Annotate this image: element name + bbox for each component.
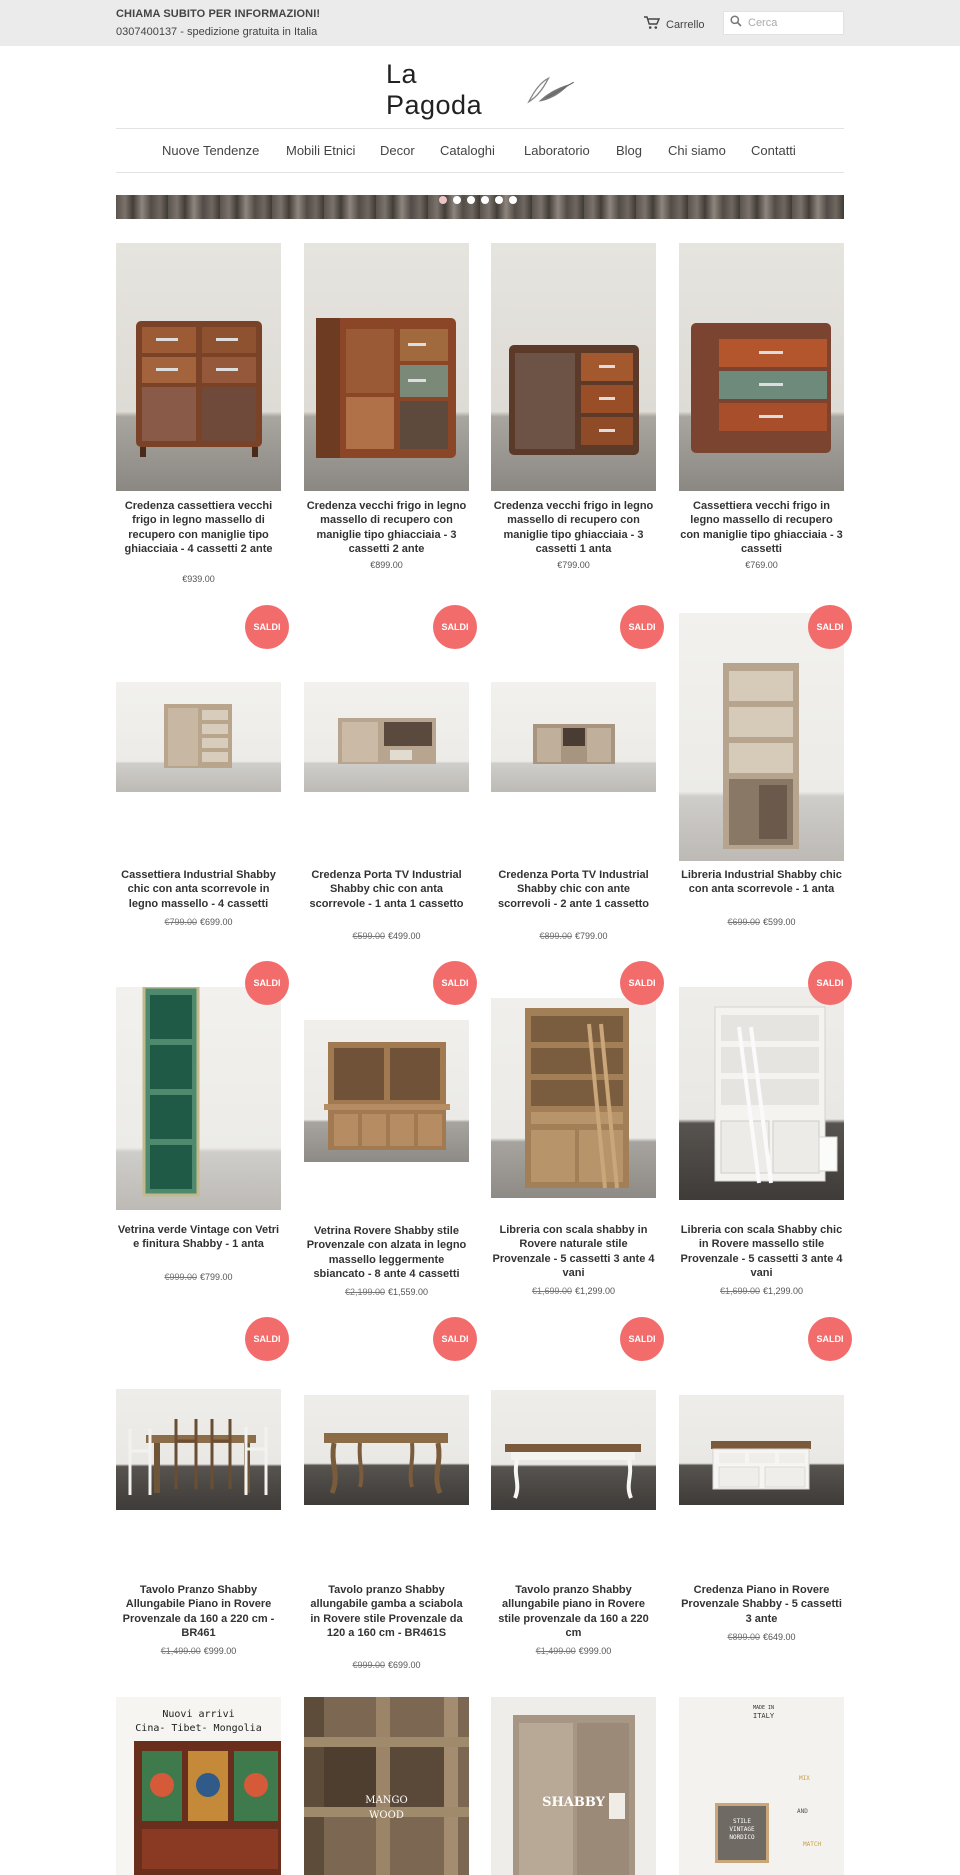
product-image[interactable] [116, 1389, 281, 1510]
product-card[interactable] [491, 243, 656, 573]
product-title[interactable]: Credenza vecchi frigo in legno massello di recupero con maniglie tipo ghiacciaia - 3 cassetti 2 ante [306, 500, 467, 555]
top-bar [0, 0, 960, 46]
call-info-heading: CHIAMA SUBITO PER INFORMAZIONI! [116, 8, 321, 20]
product-card[interactable] [116, 682, 281, 932]
sale-badge: SALDI [808, 961, 852, 1005]
hero-slider[interactable] [116, 195, 844, 219]
slider-dot-2[interactable] [453, 196, 461, 204]
product-price [491, 1286, 656, 1296]
search-icon [730, 14, 742, 32]
nav-item-laboratorio[interactable]: Laboratorio [524, 143, 590, 158]
product-price [679, 560, 844, 570]
letterboard-sign [715, 1803, 769, 1863]
product-title[interactable]: Credenza cassettiera vecchi frigo in legno massello di recupero con maniglie tipo ghiacciaia - 4 cassetti 2 ante [124, 500, 273, 555]
product-price [304, 1287, 469, 1297]
search-box[interactable] [723, 11, 844, 35]
product-title[interactable]: Credenza Porta TV Industrial Shabby chic con ante scorrevoli - 2 ante 1 cassetto [497, 869, 649, 910]
product-price [304, 1660, 469, 1670]
sale-price: €1,299.00 [575, 1286, 616, 1296]
sale-badge: SALDI [245, 605, 289, 649]
product-image[interactable] [491, 1390, 656, 1510]
original-price: €799.00 [164, 917, 197, 927]
sale-price: €799.00 [557, 560, 590, 570]
cart-icon [644, 16, 660, 33]
sale-badge: SALDI [808, 1317, 852, 1361]
nav-item-chi-siamo[interactable]: Chi siamo [668, 143, 726, 158]
product-title[interactable]: Vetrina Rovere Shabby stile Provenzale con alzata in legno massello leggermente sbiancato - 8 ante 4 cassetti [306, 1225, 467, 1280]
nav-item-blog[interactable]: Blog [616, 143, 643, 158]
cart-link[interactable] [644, 16, 705, 33]
collection-caption-line1: MANGO [365, 1795, 408, 1806]
sale-price: €599.00 [763, 917, 796, 927]
product-image[interactable] [304, 1395, 469, 1505]
original-price: €999.00 [164, 1272, 197, 1282]
product-title[interactable]: Vetrina verde Vintage con Vetri e finitura Shabby - 1 anta [117, 1224, 280, 1251]
original-price: €899.00 [539, 931, 572, 941]
product-price [304, 931, 469, 941]
sale-price: €1,299.00 [763, 1286, 804, 1296]
product-image[interactable] [679, 987, 844, 1200]
product-price [116, 1272, 281, 1282]
product-price [116, 1646, 281, 1656]
original-price: €2,199.00 [344, 1287, 385, 1297]
sale-price: €699.00 [200, 917, 233, 927]
collection-image[interactable] [679, 1697, 844, 1875]
original-price: €999.00 [352, 1660, 385, 1670]
product-title[interactable]: Credenza Porta TV Industrial Shabby chic con anta scorrevole - 1 anta 1 cassetto [309, 869, 464, 910]
product-image[interactable] [116, 243, 281, 491]
product-price [116, 574, 281, 584]
product-card[interactable] [679, 1395, 844, 1655]
product-title[interactable]: Cassettiera Industrial Shabby chic con anta scorrevole in legno massello - 4 cassetti [121, 869, 276, 910]
collection-caption-line2: Cina- Tibet- Mongolia [135, 1723, 262, 1734]
collection-image[interactable] [304, 1697, 469, 1875]
original-price: €699.00 [727, 917, 760, 927]
product-price [679, 1632, 844, 1642]
product-card[interactable] [304, 1020, 469, 1305]
collection-image[interactable] [116, 1697, 281, 1875]
product-card[interactable] [491, 682, 656, 942]
sale-badge: SALDI [433, 961, 477, 1005]
product-image[interactable] [116, 987, 281, 1210]
collection-caption-line2: WOOD [369, 1810, 404, 1821]
sale-price: €699.00 [388, 1660, 421, 1670]
sale-price: €899.00 [370, 560, 403, 570]
product-image[interactable] [116, 682, 281, 792]
original-price: €599.00 [352, 931, 385, 941]
slider-dot-4[interactable] [481, 196, 489, 204]
nav-item-contatti[interactable]: Contatti [751, 143, 796, 158]
product-image[interactable] [679, 613, 844, 861]
original-price: €1,499.00 [160, 1646, 201, 1656]
product-card[interactable] [491, 998, 656, 1298]
product-card[interactable] [304, 682, 469, 942]
product-price [116, 917, 281, 927]
original-price: €1,699.00 [531, 1286, 572, 1296]
sale-price: €769.00 [745, 560, 778, 570]
collection-image[interactable] [491, 1697, 656, 1875]
product-card[interactable] [304, 243, 469, 573]
product-card[interactable] [679, 613, 844, 933]
sale-badge: SALDI [620, 961, 664, 1005]
sale-price: €649.00 [763, 1632, 796, 1642]
sale-price: €499.00 [388, 931, 421, 941]
product-title[interactable]: Tavolo pranzo Shabby allungabile piano in Rovere stile provenzale da 160 a 220 cm [498, 1584, 649, 1639]
product-title[interactable]: Credenza Piano in Rovere Provenzale Shabby - 5 cassetti 3 ante [681, 1584, 842, 1625]
product-image[interactable] [679, 1395, 844, 1505]
product-image[interactable] [304, 682, 469, 792]
product-card[interactable] [304, 1395, 469, 1675]
product-title[interactable]: Credenza vecchi frigo in legno massello di recupero con maniglie tipo ghiacciaia - 3 cassetti 1 anta [493, 500, 654, 555]
leaf-logo-icon [525, 74, 576, 106]
product-title[interactable]: Libreria con scala shabby in Rovere naturale stile Provenzale - 5 cassetti 3 ante 4 vani [492, 1224, 655, 1279]
sale-price: €799.00 [200, 1272, 233, 1282]
product-price [491, 1646, 656, 1656]
collection-card-nordico[interactable] [679, 1697, 844, 1875]
and-label: AND [797, 1808, 808, 1815]
site-logo[interactable] [386, 59, 576, 120]
cart-label: Carrello [666, 18, 705, 31]
slider-dot-6[interactable] [509, 196, 517, 204]
italy-label: ITALY [753, 1712, 775, 1720]
product-price [304, 560, 469, 570]
product-card[interactable] [116, 243, 281, 588]
sale-badge: SALDI [245, 1317, 289, 1361]
nav-item-mobili-etnici[interactable]: Mobili Etnici [286, 143, 356, 158]
product-card[interactable] [116, 987, 281, 1287]
sale-price: €1,559.00 [388, 1287, 429, 1297]
product-price [679, 917, 844, 927]
product-title[interactable]: Tavolo pranzo Shabby allungabile gamba a sciabola in Rovere stile Provenzale da 120 a 160 cm - BR461S [310, 1584, 463, 1639]
main-nav [116, 128, 844, 173]
product-image[interactable] [679, 243, 844, 491]
sale-price: €939.00 [182, 574, 215, 584]
product-image[interactable] [491, 998, 656, 1198]
collection-caption-line1: SHABBY [542, 1795, 605, 1810]
letterboard-line1: STILE [732, 1818, 752, 1825]
product-image[interactable] [304, 243, 469, 491]
slider-dot-5[interactable] [495, 196, 503, 204]
slider-dot-1[interactable] [439, 196, 447, 204]
sale-price: €799.00 [575, 931, 608, 941]
letterboard-line2: VINTAGE [729, 1826, 755, 1833]
sale-badge: SALDI [245, 961, 289, 1005]
original-price: €1,699.00 [719, 1286, 760, 1296]
slider-dots [439, 196, 517, 204]
original-price: €899.00 [727, 1632, 760, 1642]
match-label: MATCH [803, 1841, 822, 1848]
letterboard-line3: NORDICO [729, 1834, 755, 1841]
product-price [679, 1286, 844, 1296]
collection-card-shabby[interactable] [491, 1697, 656, 1875]
product-card[interactable] [491, 1390, 656, 1665]
sale-badge: SALDI [620, 1317, 664, 1361]
product-title[interactable]: Tavolo Pranzo Shabby Allungabile Piano in Rovere Provenzale da 160 a 220 cm - BR461 [122, 1584, 275, 1639]
product-title[interactable]: Libreria Industrial Shabby chic con anta scorrevole - 1 anta [681, 869, 842, 896]
collection-card-mango-wood[interactable] [304, 1697, 469, 1875]
product-price [491, 560, 656, 570]
sale-badge: SALDI [620, 605, 664, 649]
product-price [491, 931, 656, 941]
nav-item-decor[interactable]: Decor [380, 143, 415, 158]
made-in-label: MADE IN [753, 1705, 775, 1711]
sale-price: €999.00 [203, 1646, 237, 1656]
product-image[interactable] [491, 682, 656, 792]
product-image[interactable] [491, 243, 656, 491]
sale-badge: SALDI [433, 605, 477, 649]
mix-label: MIX [799, 1775, 810, 1782]
nav-item-nuove-tendenze[interactable]: Nuove Tendenze [162, 143, 260, 158]
brand-name: La Pagoda [386, 59, 483, 120]
collection-card-etnici[interactable] [116, 1697, 281, 1875]
search-input[interactable] [748, 17, 838, 29]
nav-item-cataloghi[interactable]: Cataloghi [440, 143, 495, 158]
sale-badge: SALDI [433, 1317, 477, 1361]
sale-badge: SALDI [808, 605, 852, 649]
product-image[interactable] [304, 1020, 469, 1162]
phone-shipping-info: 0307400137 - spedizione gratuita in Italia [116, 26, 318, 38]
original-price: €1,499.00 [535, 1646, 576, 1656]
product-card[interactable] [679, 243, 844, 573]
product-title[interactable]: Libreria con scala Shabby chic in Rovere massello stile Provenzale - 5 cassetti 3 ante 4 vani [680, 1224, 843, 1279]
sale-price: €999.00 [578, 1646, 612, 1656]
product-card[interactable] [679, 987, 844, 1296]
collection-caption-line1: Nuovi arrivi [162, 1709, 235, 1720]
product-title[interactable]: Cassettiera vecchi frigo in legno massello di recupero con maniglie tipo ghiacciaia - 3 cassetti [680, 500, 843, 555]
slider-dot-3[interactable] [467, 196, 475, 204]
product-card[interactable] [116, 1389, 281, 1659]
